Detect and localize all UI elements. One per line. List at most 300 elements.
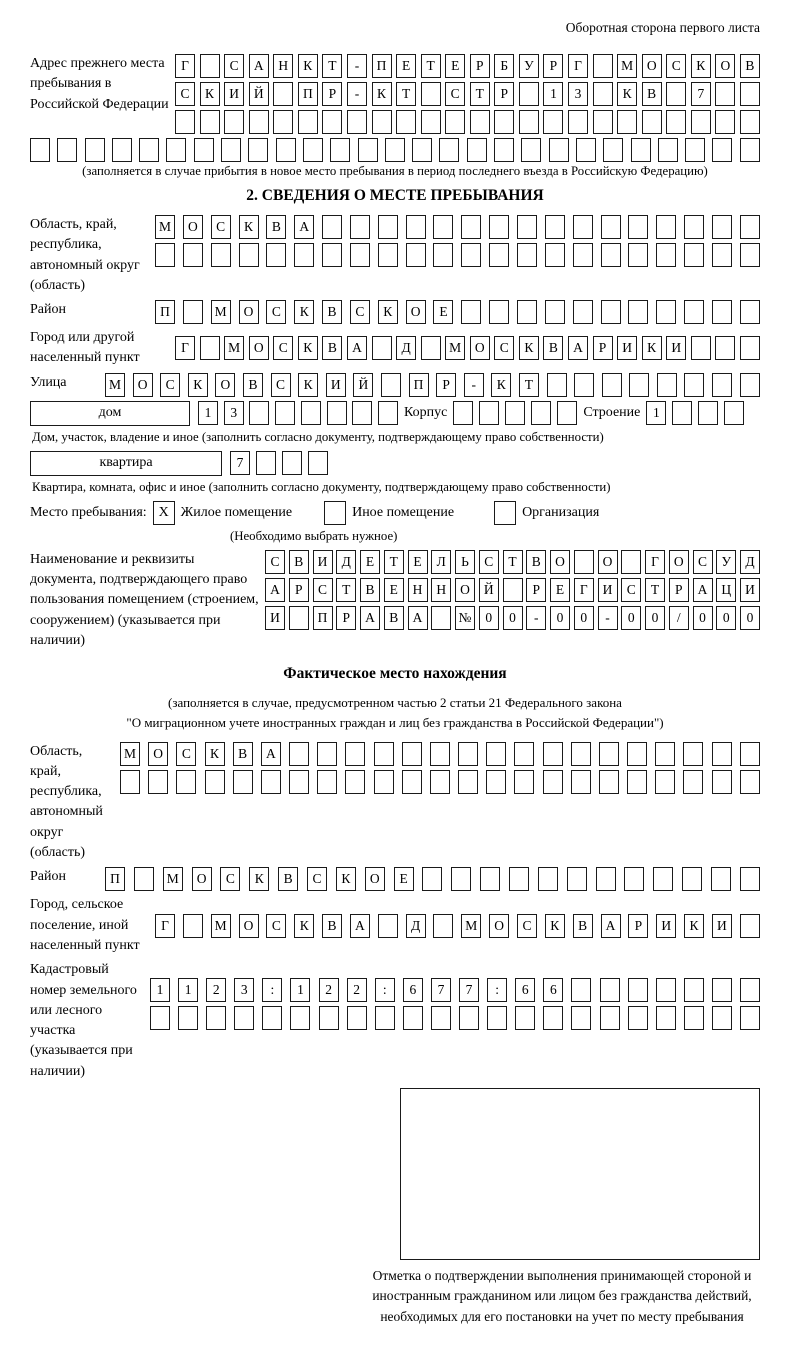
prev-address-boxes-2[interactable] [175,82,760,106]
char-cell[interactable] [683,770,703,794]
char-cell[interactable]: Т [519,373,539,397]
char-cell[interactable]: А [261,742,281,766]
char-cell[interactable]: Н [431,578,451,602]
char-cell[interactable]: : [375,978,395,1002]
char-cell[interactable]: В [243,373,263,397]
char-cell[interactable]: А [350,914,370,938]
char-cell[interactable] [221,138,241,162]
char-cell[interactable]: И [712,914,732,938]
char-cell[interactable] [289,742,309,766]
char-cell[interactable] [406,243,426,267]
char-cell[interactable]: П [105,867,125,891]
char-cell[interactable]: - [347,82,367,106]
char-cell[interactable]: О [470,336,490,360]
char-cell[interactable] [374,742,394,766]
char-cell[interactable]: Н [408,578,428,602]
char-cell[interactable] [593,54,613,78]
char-cell[interactable] [206,1006,226,1030]
char-cell[interactable]: О [489,914,509,938]
char-cell[interactable]: 0 [716,606,736,630]
char-cell[interactable] [712,300,732,324]
char-cell[interactable] [467,138,487,162]
char-cell[interactable] [200,336,220,360]
char-cell[interactable] [489,215,509,239]
char-cell[interactable] [262,1006,282,1030]
char-cell[interactable]: В [322,914,342,938]
char-cell[interactable] [224,110,244,134]
char-cell[interactable] [740,138,760,162]
char-cell[interactable] [601,243,621,267]
char-cell[interactable]: А [294,215,314,239]
char-cell[interactable] [712,770,732,794]
char-cell[interactable]: Е [396,54,416,78]
char-cell[interactable] [517,243,537,267]
char-cell[interactable] [655,770,675,794]
char-cell[interactable] [691,336,711,360]
char-cell[interactable] [233,770,253,794]
char-cell[interactable] [571,770,591,794]
char-cell[interactable] [150,1006,170,1030]
char-cell[interactable]: Т [322,54,342,78]
char-cell[interactable] [347,1006,367,1030]
document-boxes-2[interactable] [265,578,760,602]
char-cell[interactable] [521,138,541,162]
char-cell[interactable] [545,300,565,324]
char-cell[interactable]: К [336,867,356,891]
char-cell[interactable] [176,770,196,794]
char-cell[interactable] [557,401,577,425]
char-cell[interactable] [30,138,50,162]
char-cell[interactable]: А [601,914,621,938]
char-cell[interactable]: К [617,82,637,106]
char-cell[interactable] [352,401,372,425]
char-cell[interactable] [684,300,704,324]
char-cell[interactable]: М [120,742,140,766]
char-cell[interactable] [545,243,565,267]
house-number-boxes[interactable] [198,401,398,425]
char-cell[interactable] [627,742,647,766]
char-cell[interactable] [519,82,539,106]
char-cell[interactable]: Г [568,54,588,78]
char-cell[interactable]: Д [740,550,760,574]
char-cell[interactable] [294,243,314,267]
char-cell[interactable]: С [313,578,333,602]
char-cell[interactable] [740,110,760,134]
char-cell[interactable]: Р [322,82,342,106]
char-cell[interactable] [317,770,337,794]
char-cell[interactable] [543,1006,563,1030]
char-cell[interactable]: Р [669,578,689,602]
char-cell[interactable] [628,300,648,324]
char-cell[interactable]: Н [273,54,293,78]
char-cell[interactable] [715,82,735,106]
char-cell[interactable] [480,867,500,891]
char-cell[interactable] [461,215,481,239]
char-cell[interactable] [712,1006,732,1030]
char-cell[interactable] [740,770,760,794]
char-cell[interactable]: М [445,336,465,360]
char-cell[interactable]: С [693,550,713,574]
char-cell[interactable] [599,742,619,766]
char-cell[interactable] [666,110,686,134]
char-cell[interactable] [740,914,760,938]
char-cell[interactable] [684,215,704,239]
char-cell[interactable]: К [642,336,662,360]
char-cell[interactable]: 0 [740,606,760,630]
char-cell[interactable] [200,110,220,134]
char-cell[interactable]: В [322,300,342,324]
char-cell[interactable]: В [233,742,253,766]
char-cell[interactable] [684,978,704,1002]
char-cell[interactable] [603,138,623,162]
char-cell[interactable]: А [360,606,380,630]
char-cell[interactable]: К [298,336,318,360]
char-cell[interactable] [486,742,506,766]
char-cell[interactable] [406,215,426,239]
actual-region-boxes-1[interactable] [120,742,760,766]
char-cell[interactable] [568,110,588,134]
char-cell[interactable] [451,867,471,891]
char-cell[interactable]: И [598,578,618,602]
char-cell[interactable]: 2 [319,978,339,1002]
char-cell[interactable]: 0 [645,606,665,630]
char-cell[interactable] [599,770,619,794]
apartment-number-boxes[interactable] [230,451,328,475]
char-cell[interactable]: А [265,578,285,602]
char-cell[interactable]: М [211,300,231,324]
char-cell[interactable] [345,770,365,794]
char-cell[interactable] [684,243,704,267]
char-cell[interactable]: Й [479,578,499,602]
prev-address-boxes-4[interactable] [30,138,760,162]
char-cell[interactable]: К [239,215,259,239]
char-cell[interactable] [505,401,525,425]
char-cell[interactable] [239,243,259,267]
char-cell[interactable] [378,914,398,938]
char-cell[interactable]: И [740,578,760,602]
char-cell[interactable]: С [160,373,180,397]
char-cell[interactable] [430,770,450,794]
char-cell[interactable] [740,300,760,324]
char-cell[interactable] [602,373,622,397]
char-cell[interactable] [308,451,328,475]
char-cell[interactable] [289,606,309,630]
place-type-checkbox-other[interactable] [324,501,346,525]
char-cell[interactable] [139,138,159,162]
char-cell[interactable] [656,1006,676,1030]
char-cell[interactable]: В [573,914,593,938]
char-cell[interactable]: 0 [550,606,570,630]
char-cell[interactable] [494,110,514,134]
char-cell[interactable] [276,138,296,162]
char-cell[interactable]: Ь [455,550,475,574]
char-cell[interactable] [621,550,641,574]
char-cell[interactable] [322,215,342,239]
char-cell[interactable] [724,401,744,425]
char-cell[interactable]: В [526,550,546,574]
char-cell[interactable]: Д [336,550,356,574]
char-cell[interactable] [514,742,534,766]
char-cell[interactable] [593,82,613,106]
char-cell[interactable]: Ц [716,578,736,602]
char-cell[interactable] [538,867,558,891]
district-boxes[interactable] [155,300,760,324]
char-cell[interactable] [656,300,676,324]
char-cell[interactable] [567,867,587,891]
char-cell[interactable] [273,110,293,134]
char-cell[interactable]: К [691,54,711,78]
char-cell[interactable] [653,867,673,891]
city-boxes[interactable] [175,336,760,360]
char-cell[interactable]: К [684,914,704,938]
char-cell[interactable]: О [406,300,426,324]
char-cell[interactable]: Г [574,578,594,602]
char-cell[interactable]: Т [503,550,523,574]
char-cell[interactable] [282,451,302,475]
char-cell[interactable] [691,110,711,134]
char-cell[interactable]: П [155,300,175,324]
cadastral-boxes-1[interactable] [150,978,760,1002]
char-cell[interactable] [431,1006,451,1030]
char-cell[interactable]: М [461,914,481,938]
char-cell[interactable]: Г [155,914,175,938]
char-cell[interactable] [433,243,453,267]
char-cell[interactable]: Е [360,550,380,574]
char-cell[interactable]: С [273,336,293,360]
char-cell[interactable] [601,300,621,324]
char-cell[interactable]: С [224,54,244,78]
char-cell[interactable]: С [621,578,641,602]
char-cell[interactable] [155,243,175,267]
actual-city-boxes[interactable] [155,914,760,938]
char-cell[interactable]: М [617,54,637,78]
char-cell[interactable]: К [188,373,208,397]
char-cell[interactable]: 7 [431,978,451,1002]
char-cell[interactable] [200,54,220,78]
char-cell[interactable]: М [224,336,244,360]
char-cell[interactable] [378,243,398,267]
char-cell[interactable]: - [526,606,546,630]
char-cell[interactable] [458,770,478,794]
char-cell[interactable] [57,138,77,162]
char-cell[interactable] [327,401,347,425]
char-cell[interactable] [470,110,490,134]
char-cell[interactable]: О [239,914,259,938]
char-cell[interactable] [275,401,295,425]
actual-region-boxes-2[interactable] [120,770,760,794]
char-cell[interactable]: М [163,867,183,891]
char-cell[interactable] [374,770,394,794]
stroenie-boxes[interactable] [646,401,744,425]
char-cell[interactable] [517,215,537,239]
char-cell[interactable] [515,1006,535,1030]
char-cell[interactable]: А [568,336,588,360]
char-cell[interactable] [658,138,678,162]
char-cell[interactable]: С [266,914,286,938]
char-cell[interactable]: К [200,82,220,106]
char-cell[interactable] [628,1006,648,1030]
char-cell[interactable]: К [545,914,565,938]
char-cell[interactable] [347,110,367,134]
char-cell[interactable]: С [220,867,240,891]
char-cell[interactable] [431,606,451,630]
char-cell[interactable] [266,243,286,267]
place-type-checkbox-residential[interactable]: X [153,501,175,525]
char-cell[interactable] [601,215,621,239]
char-cell[interactable]: Г [645,550,665,574]
char-cell[interactable] [421,336,441,360]
char-cell[interactable]: С [176,742,196,766]
char-cell[interactable] [740,742,760,766]
char-cell[interactable] [358,138,378,162]
char-cell[interactable]: Р [436,373,456,397]
char-cell[interactable]: Е [384,578,404,602]
char-cell[interactable]: О [642,54,662,78]
char-cell[interactable] [249,401,269,425]
char-cell[interactable] [698,401,718,425]
char-cell[interactable] [178,1006,198,1030]
char-cell[interactable]: 2 [206,978,226,1002]
char-cell[interactable]: 1 [646,401,666,425]
char-cell[interactable]: Р [593,336,613,360]
char-cell[interactable]: О [669,550,689,574]
char-cell[interactable] [112,138,132,162]
char-cell[interactable] [453,401,473,425]
char-cell[interactable]: 1 [290,978,310,1002]
char-cell[interactable]: 0 [479,606,499,630]
char-cell[interactable] [345,742,365,766]
char-cell[interactable] [234,1006,254,1030]
char-cell[interactable]: 6 [515,978,535,1002]
char-cell[interactable] [628,978,648,1002]
char-cell[interactable] [461,243,481,267]
char-cell[interactable]: Д [396,336,416,360]
char-cell[interactable]: И [313,550,333,574]
char-cell[interactable]: К [519,336,539,360]
char-cell[interactable] [549,138,569,162]
char-cell[interactable] [543,110,563,134]
char-cell[interactable] [712,742,732,766]
char-cell[interactable] [531,401,551,425]
char-cell[interactable] [396,110,416,134]
char-cell[interactable] [517,300,537,324]
char-cell[interactable] [656,978,676,1002]
korpus-boxes[interactable] [453,401,577,425]
char-cell[interactable]: Г [175,336,195,360]
char-cell[interactable]: К [294,300,314,324]
char-cell[interactable]: М [211,914,231,938]
char-cell[interactable] [666,82,686,106]
char-cell[interactable] [319,1006,339,1030]
char-cell[interactable]: 6 [403,978,423,1002]
char-cell[interactable] [183,300,203,324]
char-cell[interactable] [261,770,281,794]
char-cell[interactable]: П [372,54,392,78]
char-cell[interactable]: Е [445,54,465,78]
char-cell[interactable]: Р [543,54,563,78]
char-cell[interactable]: № [455,606,475,630]
char-cell[interactable]: И [617,336,637,360]
char-cell[interactable]: М [155,215,175,239]
char-cell[interactable] [547,373,567,397]
char-cell[interactable] [211,243,231,267]
char-cell[interactable]: О [239,300,259,324]
char-cell[interactable] [175,110,195,134]
char-cell[interactable] [487,1006,507,1030]
char-cell[interactable] [627,770,647,794]
char-cell[interactable]: О [215,373,235,397]
char-cell[interactable]: - [464,373,484,397]
char-cell[interactable]: С [266,300,286,324]
char-cell[interactable]: - [347,54,367,78]
char-cell[interactable]: О [715,54,735,78]
char-cell[interactable]: Г [175,54,195,78]
char-cell[interactable] [571,1006,591,1030]
char-cell[interactable]: О [192,867,212,891]
char-cell[interactable] [657,373,677,397]
char-cell[interactable] [489,243,509,267]
char-cell[interactable] [712,373,732,397]
char-cell[interactable]: Т [470,82,490,106]
char-cell[interactable] [439,138,459,162]
char-cell[interactable]: О [148,742,168,766]
char-cell[interactable]: Й [249,82,269,106]
char-cell[interactable] [322,110,342,134]
char-cell[interactable]: В [740,54,760,78]
char-cell[interactable] [642,110,662,134]
char-cell[interactable]: В [543,336,563,360]
document-boxes-1[interactable] [265,550,760,574]
char-cell[interactable]: П [313,606,333,630]
char-cell[interactable]: Е [550,578,570,602]
char-cell[interactable]: И [656,914,676,938]
char-cell[interactable] [317,742,337,766]
char-cell[interactable] [573,243,593,267]
char-cell[interactable]: С [211,215,231,239]
prev-address-boxes-1[interactable] [175,54,760,78]
char-cell[interactable]: И [326,373,346,397]
char-cell[interactable]: 3 [234,978,254,1002]
char-cell[interactable] [740,373,760,397]
char-cell[interactable]: И [666,336,686,360]
char-cell[interactable]: О [249,336,269,360]
char-cell[interactable]: К [491,373,511,397]
char-cell[interactable] [372,110,392,134]
char-cell[interactable]: Р [289,578,309,602]
char-cell[interactable]: Р [494,82,514,106]
char-cell[interactable]: 2 [347,978,367,1002]
char-cell[interactable] [372,336,392,360]
char-cell[interactable] [683,742,703,766]
char-cell[interactable]: Р [336,606,356,630]
char-cell[interactable] [684,373,704,397]
char-cell[interactable] [712,215,732,239]
char-cell[interactable] [248,138,268,162]
char-cell[interactable]: У [716,550,736,574]
char-cell[interactable]: 3 [224,401,244,425]
char-cell[interactable] [685,138,705,162]
char-cell[interactable] [617,110,637,134]
char-cell[interactable] [166,138,186,162]
char-cell[interactable]: 1 [198,401,218,425]
char-cell[interactable]: О [550,550,570,574]
char-cell[interactable] [656,215,676,239]
street-boxes[interactable] [105,373,760,397]
char-cell[interactable] [509,867,529,891]
char-cell[interactable] [256,451,276,475]
char-cell[interactable] [486,770,506,794]
char-cell[interactable] [445,110,465,134]
